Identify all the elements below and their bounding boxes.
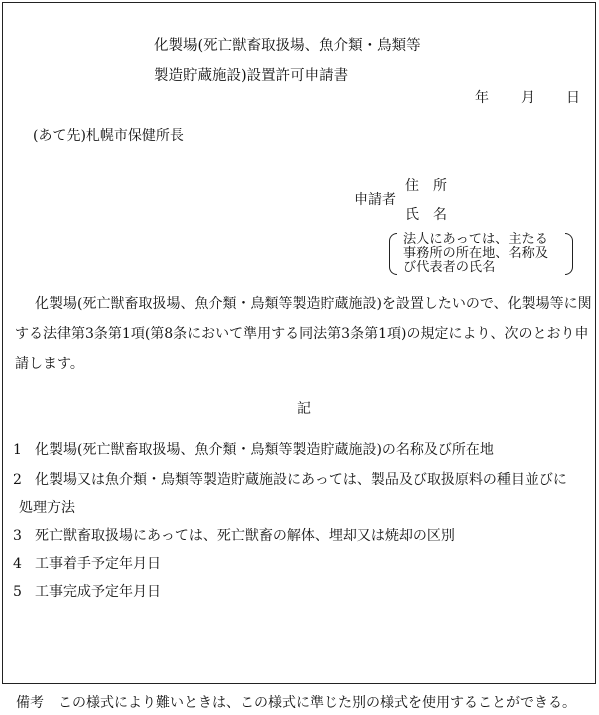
form-title-line1: 化製場(死亡獣畜取扱場、魚介類・鳥類等	[154, 38, 421, 54]
address-label: 住 所	[405, 178, 447, 194]
item-number: 4	[13, 556, 22, 572]
item-text: 処理方法	[19, 500, 75, 516]
date-day-label: 日	[566, 90, 580, 106]
right-bracket	[565, 233, 573, 275]
applicant-label: 申請者	[354, 192, 396, 208]
form-frame	[2, 2, 596, 684]
item-number: 5	[13, 584, 22, 600]
list-item-continuation	[19, 499, 75, 517]
item-text: 工事完成予定年月日	[35, 584, 161, 600]
item-text: 化製場(死亡獣畜取扱場、魚介類・鳥類等製造貯蔵施設)の名称及び所在地	[35, 442, 494, 458]
addressee: (あて先)札幌市保健所長	[33, 128, 184, 144]
application-statement: 化製場(死亡獣畜取扱場、魚介類・鳥類等製造貯蔵施設)を設置したいので、化製場等に関する法律第3条第1項(第8条において準用する同法第3条第1項)の規定により、次のとおり申請します。	[15, 296, 592, 372]
date-year-label: 年	[475, 90, 489, 106]
list-item	[13, 527, 455, 545]
corporate-note-bracket	[389, 233, 573, 277]
corporate-note-line: 法人にあっては、主たる	[403, 232, 548, 247]
form-title-line2: 製造貯蔵施設)設置許可申請書	[154, 68, 349, 84]
list-item	[13, 471, 567, 489]
item-text: 死亡獣畜取扱場にあっては、死亡獣畜の解体、埋却又は焼却の区別	[35, 528, 455, 544]
ki-heading: 記	[297, 401, 311, 417]
list-item	[13, 583, 161, 601]
date-month-label: 月	[521, 90, 535, 106]
corporate-note-line: 事務所の所在地、名称及	[403, 246, 549, 261]
list-item	[13, 555, 161, 573]
corporate-note	[403, 233, 548, 275]
list-item	[13, 441, 494, 459]
item-number: 1	[13, 442, 22, 458]
left-bracket	[389, 233, 397, 275]
item-text: 工事着手予定年月日	[35, 556, 161, 572]
corporate-note-line: び代表者の氏名	[403, 260, 496, 275]
item-text: 化製場又は魚介類・鳥類等製造貯蔵施設にあっては、製品及び取扱原料の種目並びに	[35, 472, 567, 488]
name-label: 氏 名	[405, 207, 447, 223]
remarks-note: 備考 この様式により難いときは、この様式に準じた別の様式を使用することができる。	[16, 695, 576, 711]
item-number: 2	[13, 472, 22, 488]
item-number: 3	[13, 528, 22, 544]
